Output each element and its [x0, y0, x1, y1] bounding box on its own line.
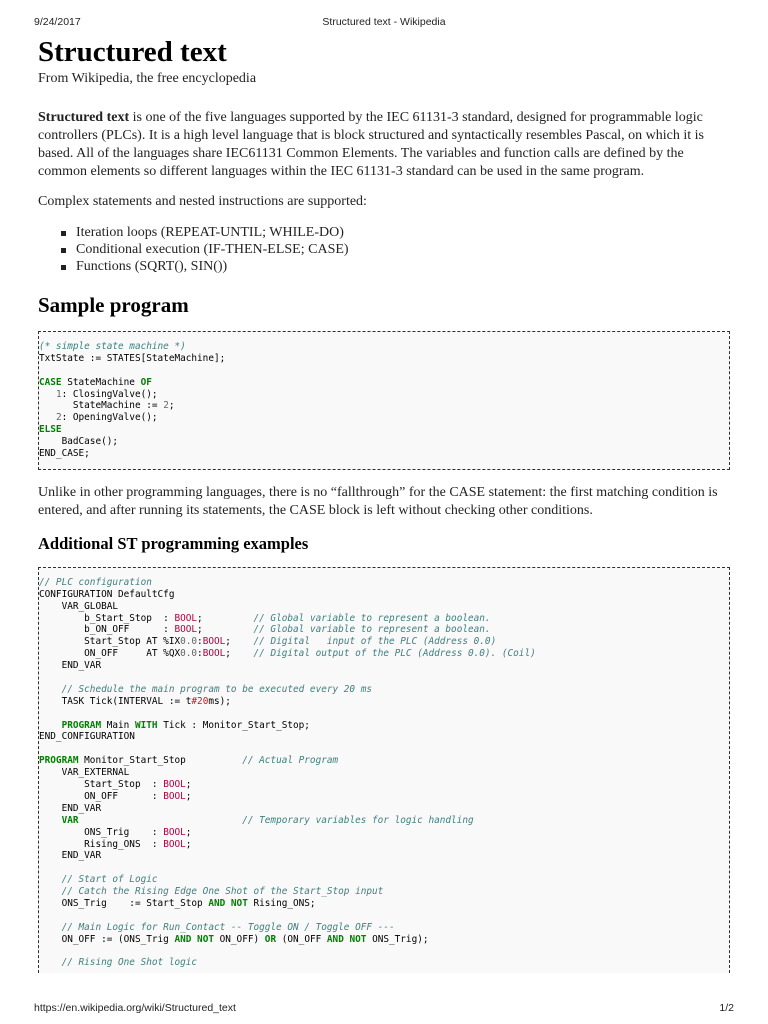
code-token: VAR [61, 814, 79, 826]
code-token: ON_OFF) [213, 933, 265, 945]
print-date: 9/24/2017 [34, 16, 81, 28]
code-token: PROGRAM [39, 755, 79, 767]
code-token: // Digital input of the PLC (Address 0.0) [253, 636, 497, 648]
code-token: // Global variable to represent a boolean. [253, 624, 491, 636]
code-token: CONFIGURATION DefaultCfg [39, 588, 175, 600]
code-token: ; [225, 648, 254, 660]
code-token: ; [185, 790, 192, 802]
code-line [39, 696, 729, 708]
code-token: 2 [163, 400, 169, 412]
code-token: AND NOT [174, 933, 214, 945]
code-token: // Start of Logic [61, 874, 158, 886]
code-token: BOOL [163, 790, 186, 802]
code-token: // Temporary variables for logic handling [242, 814, 474, 826]
code-line [39, 767, 729, 779]
code-line [39, 779, 729, 791]
code-token: TxtState := STATES[StateMachine]; [39, 352, 226, 364]
code-token: Start_Stop AT %IX [39, 636, 181, 648]
code-token: BOOL [163, 779, 186, 791]
code-token [39, 886, 62, 897]
code-token: BadCase(); [39, 436, 119, 448]
code-line [39, 791, 729, 803]
code-token: ms); [208, 695, 231, 707]
feature-item-iteration: Iteration loops (REPEAT-UNTIL; WHILE-DO) [38, 224, 730, 241]
code-line [39, 601, 729, 613]
code-token: BOOL [163, 826, 186, 838]
code-line [39, 684, 729, 696]
code-token: VAR_EXTERNAL [39, 767, 130, 779]
code-line [39, 803, 729, 815]
code-line [39, 743, 729, 755]
code-token: END_VAR [39, 660, 102, 672]
code-line [39, 400, 729, 412]
code-token: // Catch the Rising Edge One Shot of the Start_Stop input [61, 886, 384, 898]
code-token: VAR_GLOBAL [39, 600, 119, 612]
code-line [39, 957, 729, 969]
code-token [39, 922, 62, 933]
code-token: Monitor_Start_Stop [78, 755, 243, 767]
print-page-title: Structured text - Wikipedia [322, 16, 446, 28]
code-token: #20 [191, 695, 209, 707]
code-token: AND NOT [326, 933, 367, 945]
article-title: Structured text [38, 36, 227, 68]
code-line [39, 850, 729, 862]
code-token: 0.0 [180, 648, 198, 660]
code-line [39, 898, 729, 910]
code-line [39, 922, 729, 934]
feature-list [38, 224, 730, 275]
code-token: OR [264, 933, 277, 945]
code-line [39, 946, 729, 958]
code-token: Start_Stop : [39, 779, 164, 791]
code-line [39, 731, 729, 743]
code-token: // PLC configuration [39, 576, 152, 588]
article-content [38, 34, 730, 973]
code-token: Rising_ONS; [247, 897, 316, 909]
code-token [39, 412, 56, 423]
code-token [39, 389, 56, 400]
code-line [39, 412, 729, 424]
code-token: Rising_ONS : [39, 838, 164, 850]
article-tagline: From Wikipedia, the free encyclopedia [38, 71, 257, 86]
code-token: // Digital output of the PLC (Address 0.0). (Coil) [253, 648, 536, 660]
code-token: ON_OFF : [39, 790, 164, 802]
code-token: CASE [39, 376, 62, 388]
intro-text: is one of the five languages supported by the IEC 61131-3 standard, designed for programmable logic controllers (PLCs). It is a high level language that is block structured and syntactically resembles Pascal, on which it is based. All of the languages share IEC61131 Common Elements. The variables and function calls are defined by the common elements so different languages within the IEC 61131-3 standard can be used in the same program. [38, 110, 705, 179]
code-token: BOOL [174, 612, 198, 624]
code-token [39, 684, 62, 695]
code-line [39, 910, 729, 922]
code-line [39, 389, 729, 401]
code-token: 1 [55, 388, 62, 400]
code-token: ON_OFF := (ONS_Trig [39, 933, 175, 945]
intro-paragraph [38, 109, 730, 181]
code-token: ; [185, 838, 192, 850]
code-token [39, 815, 62, 826]
code-token: // Actual Program [242, 755, 339, 767]
code-token: END_CASE; [39, 448, 90, 460]
code-token: // Rising One Shot logic [61, 957, 198, 969]
code-token: OF [140, 376, 152, 388]
code-line [39, 353, 729, 365]
heading-additional-examples: Additional ST programming examples [38, 533, 309, 553]
code-token: Main [101, 719, 135, 731]
code-token: ONS_Trig := Start_Stop [39, 897, 209, 909]
code-line [39, 448, 729, 460]
code-line [39, 708, 729, 720]
code-token: PROGRAM [61, 719, 102, 731]
intro-bold-term: Structured text [38, 110, 130, 125]
code-token: END_VAR [39, 802, 102, 814]
code-token: ; [185, 779, 192, 791]
code-token: TASK Tick(INTERVAL := t [39, 695, 192, 707]
code-line [39, 672, 729, 684]
code-line [39, 589, 729, 601]
code-token: : ClosingValve(); [61, 388, 158, 400]
code-token: BOOL [202, 648, 226, 660]
code-token: (* simple state machine *) [39, 341, 186, 352]
code-token [39, 874, 62, 885]
code-token: WITH [134, 719, 158, 731]
feature-item-functions: Functions (SQRT(), SIN()) [38, 258, 730, 275]
code-line [39, 636, 729, 648]
code-line [39, 874, 729, 886]
code-line [39, 755, 729, 767]
code-token: // Schedule the main program to be executed every 20 ms [61, 683, 373, 695]
code-token: : [197, 636, 203, 648]
code-token: // Global variable to represent a boolean. [253, 612, 491, 624]
code-line [39, 424, 729, 436]
code-token: ON_OFF AT %QX [39, 648, 181, 660]
code-token: END_VAR [39, 850, 102, 862]
code-token: BOOL [174, 624, 198, 636]
code-token [79, 815, 243, 826]
code-token: 2 [55, 412, 62, 424]
code-token: ONS_Trig); [366, 933, 429, 945]
code-token: Tick : Monitor_Start_Stop; [157, 719, 310, 731]
code-line [39, 577, 729, 589]
heading-sample-program: Sample program [38, 293, 189, 317]
additional-code-block [38, 567, 730, 973]
code-token: ONS_Trig : [39, 826, 164, 838]
code-line [39, 827, 729, 839]
code-token [39, 720, 62, 731]
code-token: ; [197, 624, 254, 636]
code-token: : [197, 648, 203, 660]
code-token: b_Start_Stop : [39, 612, 175, 624]
code-line [39, 886, 729, 898]
code-token [39, 957, 62, 968]
code-token: AND NOT [208, 897, 248, 909]
code-line [39, 377, 729, 389]
fallthrough-paragraph: Unlike in other programming languages, there is no “fallthrough” for the CASE statement: the first matching condition is entered, and after running its statements, the CASE block is left without checking other conditions. [38, 484, 718, 518]
code-token: END_CONFIGURATION [39, 731, 135, 743]
code-token: (ON_OFF [276, 933, 327, 945]
code-line [39, 862, 729, 874]
code-line [39, 660, 729, 672]
code-line [39, 436, 729, 448]
code-token: BOOL [202, 636, 226, 648]
code-token: BOOL [163, 838, 186, 850]
code-token: ; [197, 612, 254, 624]
code-line [39, 624, 729, 636]
code-token: ; [225, 636, 254, 648]
code-line [39, 613, 729, 625]
print-url: https://en.wikipedia.org/wiki/Structured_text [34, 1002, 236, 1014]
code-token: ; [185, 826, 192, 838]
code-token: b_ON_OFF : [39, 624, 175, 636]
feature-item-conditional: Conditional execution (IF-THEN-ELSE; CASE) [38, 241, 730, 258]
code-token: StateMachine := [39, 400, 164, 412]
code-token: StateMachine [61, 376, 141, 388]
code-token: : OpeningValve(); [61, 412, 158, 424]
code-line [39, 341, 729, 353]
code-line [39, 815, 729, 827]
code-line [39, 648, 729, 660]
code-line [39, 839, 729, 851]
code-token: 0.0 [180, 636, 198, 648]
code-line [39, 365, 729, 377]
code-token: // Main Logic for Run_Contact -- Toggle ON / Toggle OFF --- [61, 921, 395, 933]
code-token: ; [168, 400, 175, 412]
print-page-number: 1/2 [719, 1002, 734, 1014]
code-token: ELSE [39, 424, 62, 436]
code-line [39, 720, 729, 732]
complex-statement-text: Complex statements and nested instructions are supported: [38, 194, 367, 209]
sample-code-block [38, 331, 730, 470]
code-line [39, 934, 729, 946]
